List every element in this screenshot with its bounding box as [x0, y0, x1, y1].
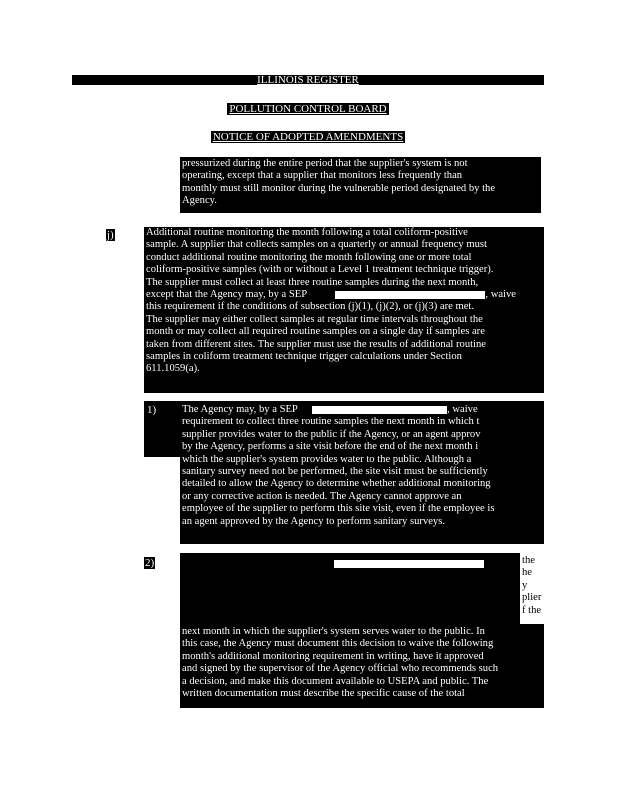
- intro-line: operating, except that a supplier that monitors less frequently than: [182, 170, 463, 182]
- item-2-paragraph: [182, 626, 542, 700]
- section-j-line: samples in coliform treatment technique trigger calculations under Section: [146, 351, 462, 363]
- item-2-line: and signed by the supervisor of the Agency official who recommends such: [182, 663, 499, 675]
- item-2-label: 2): [145, 557, 155, 569]
- item-1-line: detailed to allow the Agency to determine whether additional monitoring: [182, 478, 491, 490]
- item-2-fragment: he: [522, 567, 532, 579]
- item-1-line: which the supplier's system provides water to the public. Although a: [182, 453, 472, 465]
- item-2-line: this case, the Agency must document this decision to waive the following: [182, 638, 494, 650]
- register-title-text: ILLINOIS REGISTER: [257, 74, 359, 86]
- board-title-text: POLLUTION CONTROL BOARD: [229, 103, 387, 115]
- section-j-label: j): [107, 229, 114, 241]
- item-1-first-text: The Agency may, by a SEP: [182, 404, 298, 415]
- item-1-line: requirement to collect three routine samples the next month in which t: [182, 416, 480, 428]
- item-2-line: a decision, and make this document available to USEPA and public. The: [182, 675, 489, 687]
- item-2-fragment: plier: [522, 592, 542, 604]
- notice-title: [72, 131, 544, 143]
- item-1-line: supplier provides water to the public if the Agency, or an agent approv: [182, 428, 481, 440]
- register-title: [72, 74, 544, 86]
- item-2-fragment: y: [522, 579, 528, 591]
- section-j-line: this requirement if the conditions of subsection (j)(1), (j)(2), or (j)(3) are met.: [146, 301, 475, 313]
- notice-title-text: NOTICE OF ADOPTED AMENDMENTS: [212, 131, 404, 143]
- item-2-line: month's additional monitoring requirement in writing, have it approved: [182, 650, 484, 662]
- intro-line: pressurized during the entire period that the supplier's system is not: [182, 158, 468, 169]
- item-1-line: [182, 404, 542, 416]
- section-j-line-tail: , waive: [485, 289, 516, 301]
- item-1-line: sanitary survey need not be performed, the site visit must be sufficiently: [182, 466, 488, 478]
- section-j-line: coliform-positive samples (with or without a Level 1 treatment technique trigger).: [146, 264, 494, 276]
- redaction-mark: [335, 291, 485, 299]
- board-title: [72, 103, 544, 115]
- item-1-paragraph: [182, 404, 542, 528]
- item-1-line: an agent approved by the Agency to perform sanitary surveys.: [182, 515, 445, 527]
- item-1-line: by the Agency, performs a site visit before the end of the next month i: [182, 441, 479, 453]
- intro-line: Agency.: [182, 195, 217, 207]
- section-j-line: The supplier must collect at least three routine samples during the next month,: [146, 276, 479, 288]
- section-j-line: conduct additional routine monitoring the month following one or more total: [146, 251, 472, 263]
- section-j-line: [146, 289, 542, 301]
- intro-line: monthly must still monitor during the vulnerable period designated by the: [182, 182, 496, 194]
- redaction-mark: [334, 560, 484, 568]
- section-j-line: month or may collect all required routine samples on a single day if samples are: [146, 326, 485, 338]
- item-1-first-tail: , waive: [447, 404, 478, 415]
- item-2-fragment: the: [522, 555, 535, 566]
- item-2-line: next month in which the supplier's system serves water to the public. In: [182, 626, 485, 637]
- item-1-line: or any corrective action is needed. The Agency cannot approve an: [182, 490, 462, 502]
- section-j-line: 611.1059(a).: [146, 363, 200, 375]
- intro-paragraph: [182, 158, 539, 208]
- section-j-line-text: except that the Agency may, by a SEP: [146, 289, 307, 301]
- redaction-mark: [312, 406, 447, 414]
- item-2-fragment-column: [522, 555, 544, 617]
- item-1-line: employee of the supplier to perform this site visit, even if the employee is: [182, 503, 495, 515]
- section-j-line: Additional routine monitoring the month following a total coliform-positive: [146, 227, 468, 238]
- item-1-label: 1): [147, 404, 157, 416]
- section-j-line: taken from different sites. The supplier must use the results of additional routine: [146, 338, 487, 350]
- section-j-line: sample. A supplier that collects samples on a quarterly or annual frequency must: [146, 239, 487, 251]
- item-2-line: written documentation must describe the specific cause of the total: [182, 688, 465, 700]
- section-j-line: The supplier may either collect samples at regular time intervals throughout the: [146, 313, 483, 325]
- item-2-fragment: f the: [522, 604, 542, 616]
- section-j-paragraph: [146, 227, 542, 376]
